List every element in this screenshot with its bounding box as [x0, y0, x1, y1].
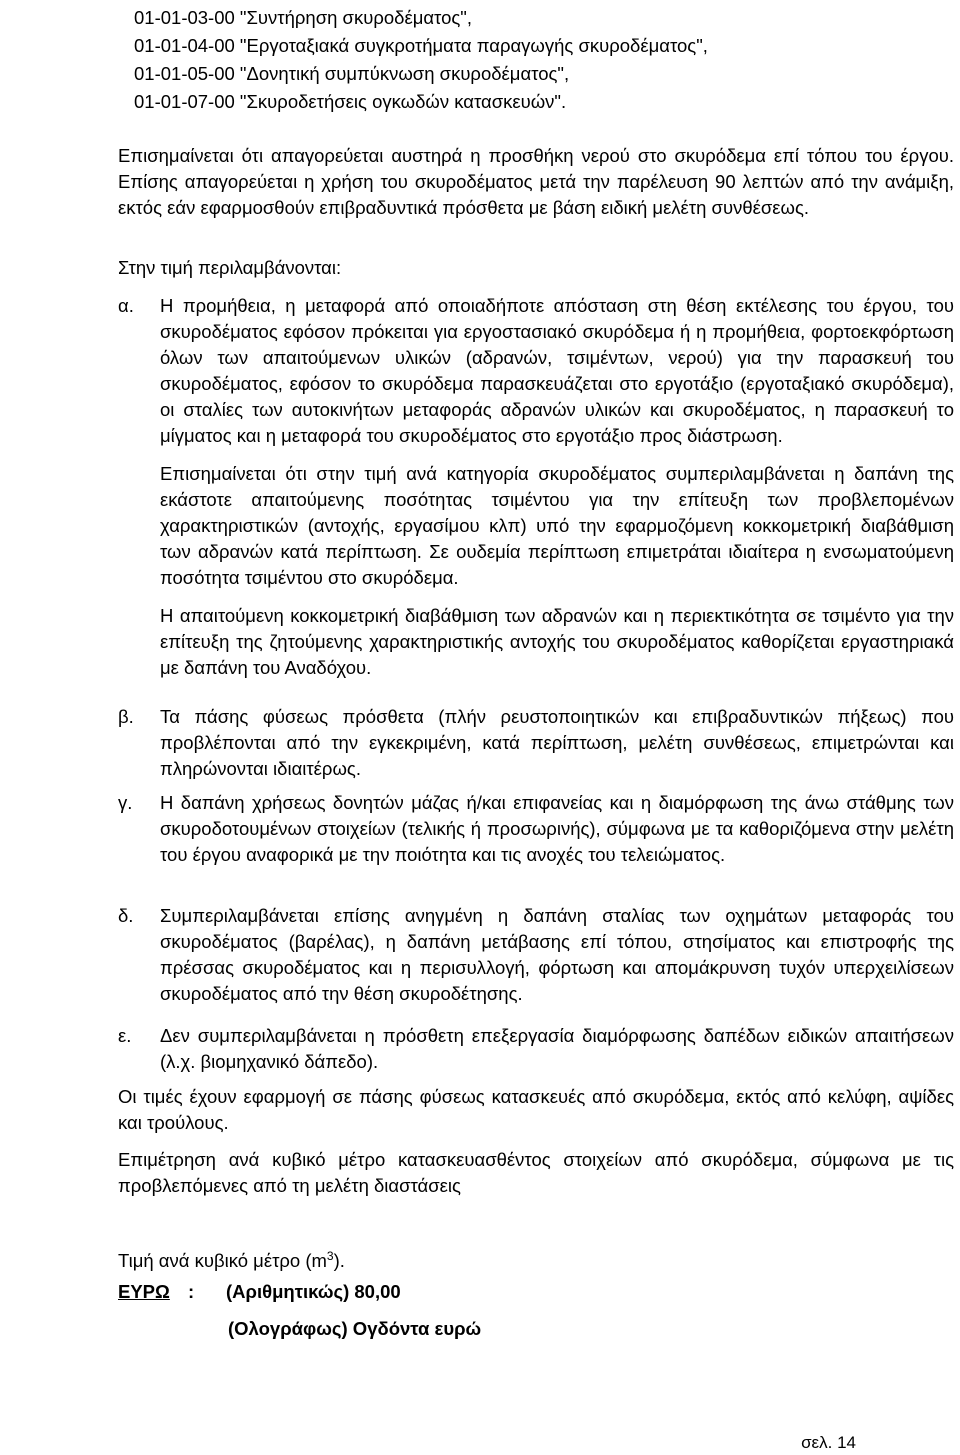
- list-item-e: [118, 1023, 954, 1075]
- item-paragraph: Συμπεριλαμβάνεται επίσης ανηγμένη η δαπάνη σταλίας των οχημάτων μεταφοράς του σκυροδέματος (βαρέλας), η δαπάνη μετάβασης επί τόπου, στησίματος και επιστροφής της πρέσσας σκυροδέματος και η περισυλλογή, φόρτωση και απομάκρυνση τυχόν υπερχειλίσεων σκυροδέματος από την θέση σκυροδέτησης.: [160, 905, 954, 1004]
- currency-colon: :: [188, 1281, 195, 1302]
- list-item-b: [118, 704, 954, 782]
- reference-code-line: 01-01-05-00 "Δονητική συμπύκνωση σκυροδέματος",: [134, 63, 570, 84]
- item-paragraph: Δεν συμπεριλαμβάνεται η πρόσθετη επεξεργασία διαμόρφωσης δαπέδων ειδικών απαιτήσεων (λ.χ. βιομηχανικό δάπεδο).: [160, 1025, 954, 1072]
- item-paragraph: Η προμήθεια, η μεταφορά από οποιαδήποτε απόσταση στη θέση εκτέλεσης του έργου, του σκυροδέματος εφόσον πρόκειται για εργοστασιακό σκυρόδεμα ή η προμήθεια, φορτοεκφόρτωση όλων των απαιτούμενων υλικών (αδρανών, τσιμέντων, νερού) για την παρασκευή του σκυροδέματος, εφόσον το σκυρόδεμα παρασκευάζεται στο εργοτάξιο (εργοταξιακό σκυρόδεμα), οι σταλίες των αυτοκινήτων μεταφοράς αδρανών υλικών και σκυροδέματος, η παρασκευή το μίγματος και η μεταφορά του σκυροδέματος στο εργοτάξιο προς διάστρωση.: [160, 295, 954, 446]
- currency-label: ΕΥΡΩ: [118, 1281, 170, 1302]
- unit-price-text: Τιμή ανά κυβικό μέτρο (m: [118, 1250, 327, 1272]
- unit-price-text-end: ).: [333, 1250, 345, 1272]
- list-item-d: [118, 903, 954, 1007]
- unit-superscript: 3: [326, 1249, 334, 1263]
- item-paragraph: Η δαπάνη χρήσεως δονητών μάζας ή/και επιφανείας και η διαμόρφωση της άνω στάθμης των σκυροδοτουμένων στοιχείων (τελικής ή προσωρινής), σύμφωνα με τα καθοριζόμενα στην μελέτη του έργου αναφορικά με την ποιότητα και τις ανοχές του τελειώματος.: [160, 792, 954, 865]
- price-in-words: (Ολογράφως) Ογδόντα ευρώ: [228, 1318, 482, 1339]
- reference-codes: [134, 0, 708, 120]
- intro-paragraph: Επισημαίνεται ότι απαγορεύεται αυστηρά η προσθήκη νερού στο σκυρόδεμα επί τόπου του έργου. Επίσης απαγορεύεται η χρήση του σκυροδέματος μετά την παρέλευση 90 λεπτών από την ανάμιξη, εκτός εάν εφαρμοσθούν επιβραδυντικά πρόσθετα με βάση ειδική μελέτη συνθέσεως.: [118, 145, 954, 218]
- unit-price-label: [118, 1243, 345, 1274]
- includes-heading: Στην τιμή περιλαμβάνονται:: [118, 257, 342, 278]
- list-marker: β.: [118, 706, 134, 727]
- item-paragraph: Η απαιτούμενη κοκκομετρική διαβάθμιση των αδρανών και η περιεκτικότητα σε τσιμέντο για την επίτευξη της ζητούμενης χαρακτηριστικής αντοχής του σκυροδέματος καθορίζεται εργαστηριακά με δαπάνη του Αναδόχου.: [160, 605, 954, 678]
- reference-code-line: 01-01-03-00 "Συντήρηση σκυροδέματος",: [134, 7, 473, 28]
- item-paragraph: Τα πάσης φύσεως πρόσθετα (πλήν ρευστοποιητικών και επιβραδυντικών πήξεως) που προβλέπονται από την εγκεκριμένη, κατά περίπτωση, μελέτη συνθέσεως, επιμετρώνται και πληρώνονται ιδιαιτέρως.: [160, 706, 954, 779]
- list-marker: δ.: [118, 905, 134, 926]
- page-number: σελ. 14: [801, 1433, 856, 1452]
- list-item-c: [118, 790, 954, 868]
- reference-code-line: 01-01-07-00 "Σκυροδετήσεις ογκωδών κατασκευών".: [134, 91, 567, 112]
- list-marker: ε.: [118, 1025, 132, 1046]
- list-marker: α.: [118, 295, 134, 316]
- applicability-paragraph: Οι τιμές έχουν εφαρμογή σε πάσης φύσεως κατασκευές από σκυρόδεμα, εκτός από κελύφη, αψίδες και τρούλους.: [118, 1086, 954, 1133]
- item-paragraph: Επισημαίνεται ότι στην τιμή ανά κατηγορία σκυροδέματος συμπεριλαμβάνεται η δαπάνη της εκάστοτε απαιτούμενης ποσότητας τσιμέντου για την επίτευξη των προβλεπομένων χαρακτηριστικών (αντοχής, εργασίμου κλπ) υπό την εφαρμοζόμενη κοκκομετρική διαβάθμιση των αδρανών κατά περίπτωση. Σε ουδεμία περίπτωση επιμετράται ιδιαίτερα η ενσωματούμενη ποσότητα τσιμέντου στο σκυρόδεμα.: [160, 463, 954, 588]
- measurement-paragraph: Επιμέτρηση ανά κυβικό μέτρο κατασκευασθέντος στοιχείων από σκυρόδεμα, σύμφωνα με τις προβλεπόμενες από τη μελέτη διαστάσεις: [118, 1149, 954, 1196]
- reference-code-line: 01-01-04-00 "Εργοταξιακά συγκροτήματα παραγωγής σκυροδέματος",: [134, 35, 708, 56]
- list-marker: γ.: [118, 792, 133, 813]
- list-item-a: [118, 293, 954, 681]
- price-numeric: (Αριθμητικώς) 80,00: [226, 1281, 401, 1302]
- price-euro-row: [118, 1279, 401, 1305]
